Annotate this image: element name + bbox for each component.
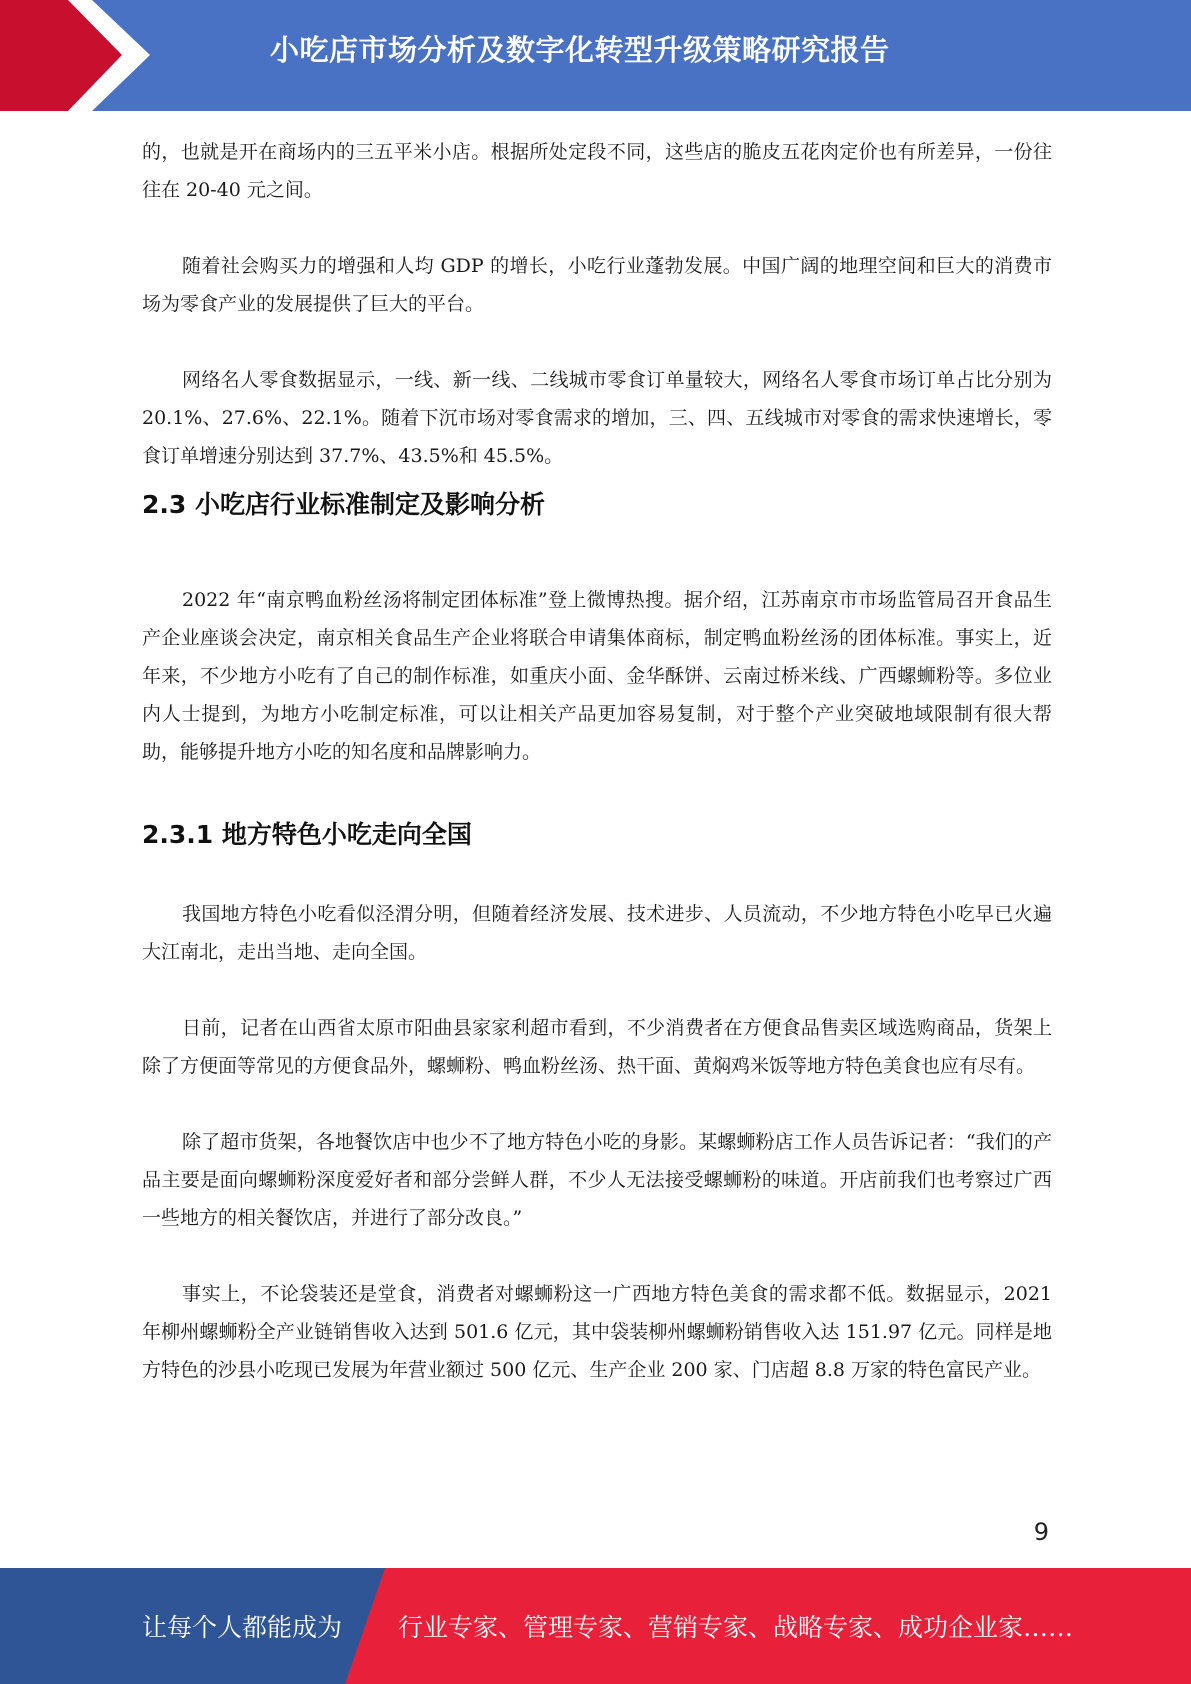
paragraph: 2022 年“南京鸭血粉丝汤将制定团体标准”登上微博热搜。据介绍，江苏南京市市场监管局召开食品生产企业座谈会决定，南京相关食品生产企业将联合申请集体商标，制定鸭血粉丝汤的团体标准。事实上，近年来，不少地方小吃有了自己的制作标准，如重庆小面、金华酥饼、云南过桥米线、广西螺蛳粉等。多位业内人士提到，为地方小吃制定标准，可以让相关产品更加容易复制，对于整个产业突破地域限制有很大帮助，能够提升地方小吃的知名度和品牌影响力。 [142, 589, 1052, 763]
paragraph: 网络名人零食数据显示，一线、新一线、二线城市零食订单量较大，网络名人零食市场订单占比分别为 20.1%、27.6%、22.1%。随着下沉市场对零食需求的增加，三、四、五线城市对零食的需求快速增长，零食订单增速分别达到 37.7%、43.5%和 45.5%。 [142, 369, 1052, 467]
paragraph: 随着社会购买力的增强和人均 GDP 的增长，小吃行业蓬勃发展。中国广阔的地理空间和巨大的消费市场为零食产业的发展提供了巨大的平台。 [142, 255, 1052, 315]
paragraph: 的，也就是开在商场内的三五平米小店。根据所处定段不同，这些店的脆皮五花肉定价也有所差异，一份往往在 20-40 元之间。 [142, 141, 1052, 201]
page-number: 9 [1033, 1518, 1049, 1546]
page-footer [0, 1568, 1191, 1684]
page-header [0, 0, 1191, 111]
report-title: 小吃店市场分析及数字化转型升级策略研究报告 [270, 33, 890, 67]
header-arrow-decoration [0, 0, 300, 111]
paragraph: 日前，记者在山西省太原市阳曲县家家利超市看到，不少消费者在方便食品售卖区域选购商品，货架上除了方便面等常见的方便食品外，螺蛳粉、鸭血粉丝汤、热干面、黄焖鸡米饭等地方特色美食也应有尽有。 [142, 1017, 1052, 1077]
footer-slogan-right: 行业专家、管理专家、营销专家、战略专家、成功企业家…… [398, 1613, 1074, 1642]
paragraph: 除了超市货架，各地餐饮店中也少不了地方特色小吃的身影。某螺蛳粉店工作人员告诉记者：“我们的产品主要是面向螺蛳粉深度爱好者和部分尝鲜人群，不少人无法接受螺蛳粉的味道。开店前我们也考察过广西一些地方的相关餐饮店，并进行了部分改良。” [142, 1131, 1052, 1229]
page-body [142, 133, 1052, 1389]
paragraph: 我国地方特色小吃看似泾渭分明，但随着经济发展、技术进步、人员流动，不少地方特色小吃早已火遍大江南北，走出当地、走向全国。 [142, 903, 1052, 963]
section-heading: 2.3 小吃店行业标准制定及影响分析 [142, 490, 545, 519]
paragraph: 事实上，不论袋装还是堂食，消费者对螺蛳粉这一广西地方特色美食的需求都不低。数据显示，2021 年柳州螺蛳粉全产业链销售收入达到 501.6 亿元，其中袋装柳州螺蛳粉销售收入达 151.97 亿元。同样是地方特色的沙县小吃现已发展为年营业额过 500 亿元、生产企业 200 家、门店超 8.8 万家的特色富民产业。 [142, 1283, 1052, 1381]
footer-slogan-left: 让每个人都能成为 [142, 1613, 343, 1642]
subsection-heading: 2.3.1 地方特色小吃走向全国 [142, 820, 472, 849]
